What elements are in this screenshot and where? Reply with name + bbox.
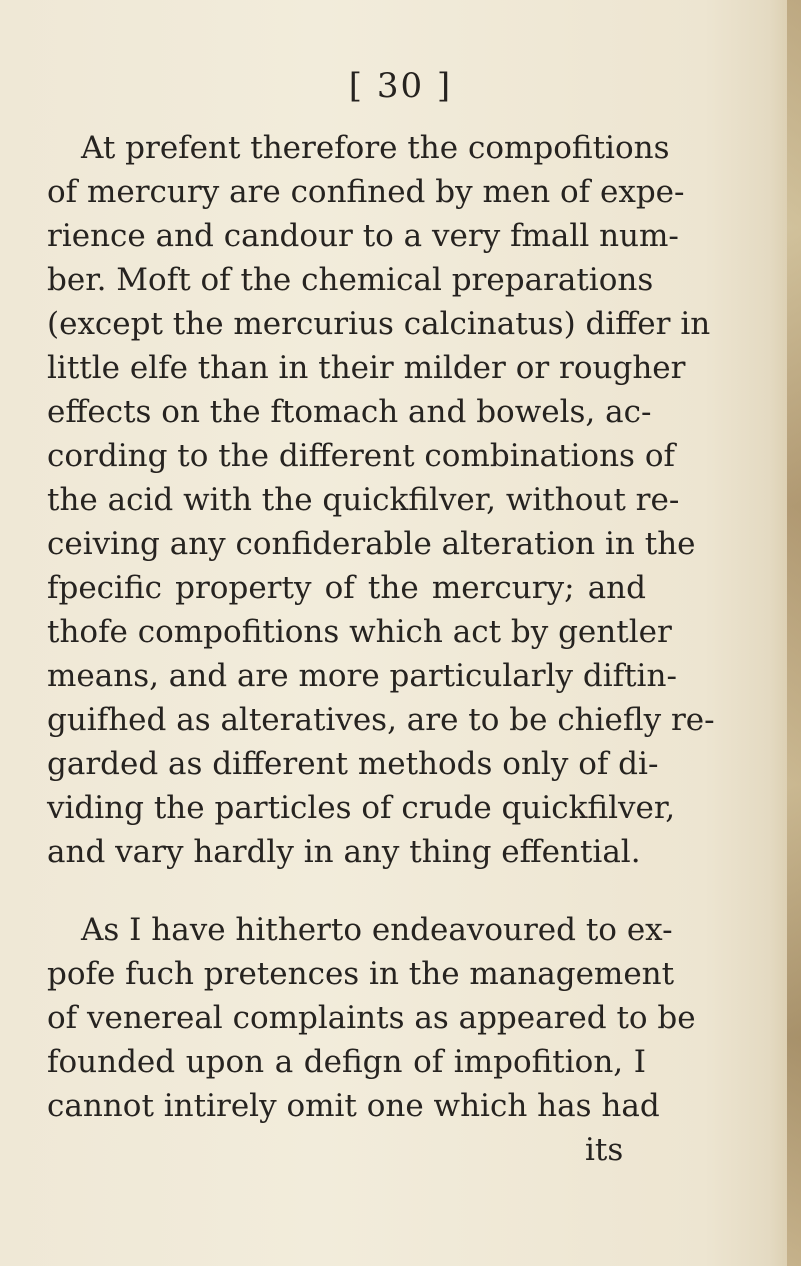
text-line: cannot intirely omit one which has had	[47, 1088, 660, 1124]
text-line: means, and are more particularly diftin-	[47, 658, 677, 694]
text-line: (except the mercurius calcinatus) differ in	[47, 306, 711, 342]
text-line: fpecific property of the mercury; and	[47, 570, 646, 606]
text-line: and vary hardly in any thing effential.	[47, 834, 641, 870]
text-line: the acid with the quickfilver, without re-	[47, 482, 680, 518]
text-line: guifhed as alteratives, are to be chiefly re-	[47, 702, 715, 738]
text-line: ber. Moft of the chemical preparations	[47, 262, 654, 298]
text-line: thofe compofitions which act by gentler	[47, 614, 672, 650]
catchword: its	[585, 1132, 624, 1168]
text-line: pofe fuch pretences in the management	[47, 956, 675, 992]
text-line: effects on the ftomach and bowels, ac-	[47, 394, 652, 430]
text-line: cording to the different combinations of	[47, 438, 675, 474]
text-line: founded upon a defign of impofition, I	[47, 1044, 646, 1080]
text-line: As I have hitherto endeavoured to ex-	[81, 912, 673, 948]
page-number: [ 30 ]	[348, 66, 453, 106]
text-line: garded as different methods only of di-	[47, 746, 659, 782]
text-line: of mercury are confined by men of expe-	[47, 174, 685, 210]
text-line: At prefent therefore the compofitions	[81, 130, 670, 166]
text-line: rience and candour to a very fmall num-	[47, 218, 679, 254]
text-line: ceiving any confiderable alteration in the	[47, 526, 696, 562]
text-line: little elfe than in their milder or rougher	[47, 350, 686, 386]
text-line: of venereal complaints as appeared to be	[47, 1000, 696, 1036]
text-line: viding the particles of crude quickfilver,	[47, 790, 676, 826]
page-edge	[787, 0, 801, 1266]
